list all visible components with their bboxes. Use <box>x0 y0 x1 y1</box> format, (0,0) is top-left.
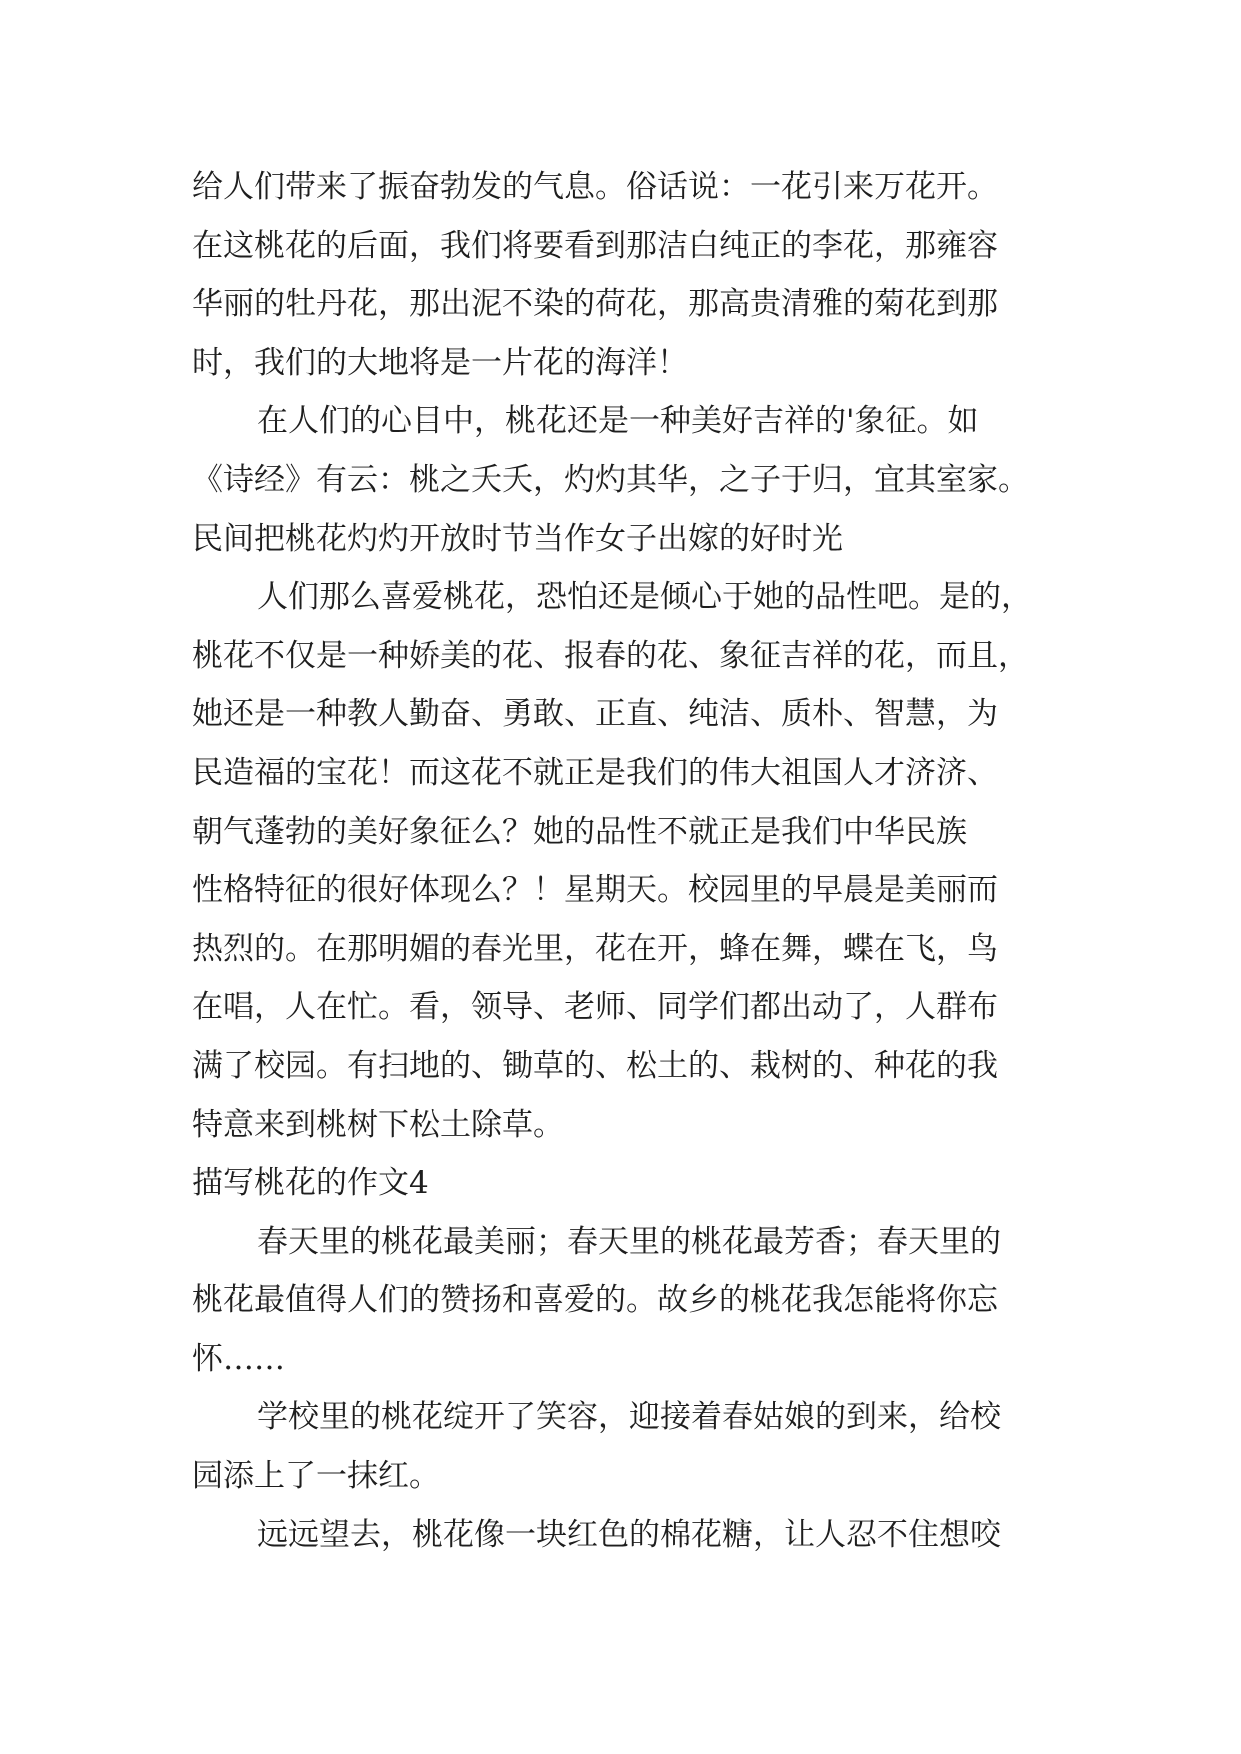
text-line: 在这桃花的后面，我们将要看到那洁白纯正的李花，那雍容 <box>192 227 998 264</box>
text-line: 学校里的桃花绽开了笑容，迎接着春姑娘的到来，给校 <box>257 1399 1001 1436</box>
text-line: 华丽的牡丹花，那出泥不染的荷花，那高贵清雅的菊花到那 <box>192 286 998 323</box>
text-line: 春天里的桃花最美丽；春天里的桃花最芳香；春天里的 <box>257 1223 1001 1260</box>
text-line: 桃花最值得人们的赞扬和喜爱的。故乡的桃花我怎能将你忘 <box>192 1282 998 1319</box>
text-line: 桃花不仅是一种娇美的花、报春的花、象征吉祥的花，而且， <box>192 637 1029 674</box>
text-line: 时，我们的大地将是一片花的海洋！ <box>192 344 688 381</box>
text-line: 热烈的。在那明媚的春光里，花在开，蜂在舞，蝶在飞，鸟 <box>192 930 998 967</box>
text-line: 园添上了一抹红。 <box>192 1458 440 1495</box>
text-line: 满了校园。有扫地的、锄草的、松土的、栽树的、种花的我 <box>192 1047 998 1084</box>
text-line: 性格特征的很好体现么？！星期天。校园里的早晨是美丽而 <box>192 872 998 909</box>
text-line: 特意来到桃树下松土除草。 <box>192 1106 564 1143</box>
text-line: 她还是一种教人勤奋、勇敢、正直、纯洁、质朴、智慧，为 <box>192 696 998 733</box>
text-line: 怀…… <box>192 1340 285 1377</box>
text-line: 在人们的心目中，桃花还是一种美好吉祥的'象征。如 <box>257 403 979 440</box>
document-body <box>192 158 1072 1564</box>
text-line: 民造福的宝花！而这花不就正是我们的伟大祖国人才济济、 <box>192 754 998 791</box>
text-line: 远远望去，桃花像一块红色的棉花糖，让人忍不住想咬 <box>257 1516 1001 1553</box>
text-line: 给人们带来了振奋勃发的气息。俗话说：一花引来万花开。 <box>192 169 998 205</box>
text-line: 在唱，人在忙。看，领导、老师、同学们都出动了，人群布 <box>192 989 998 1026</box>
text-line: 人们那么喜爱桃花，恐怕还是倾心于她的品性吧。是的， <box>257 579 1032 616</box>
text-line: 朝气蓬勃的美好象征么？她的品性不就正是我们中华民族 <box>192 813 967 850</box>
text-line: 民间把桃花灼灼开放时节当作女子出嫁的好时光 <box>192 520 843 557</box>
text-line: 《诗经》有云：桃之夭夭，灼灼其华，之子于归，宜其室家。 <box>192 461 1029 498</box>
section-heading: 描写桃花的作文4 <box>192 1165 429 1202</box>
